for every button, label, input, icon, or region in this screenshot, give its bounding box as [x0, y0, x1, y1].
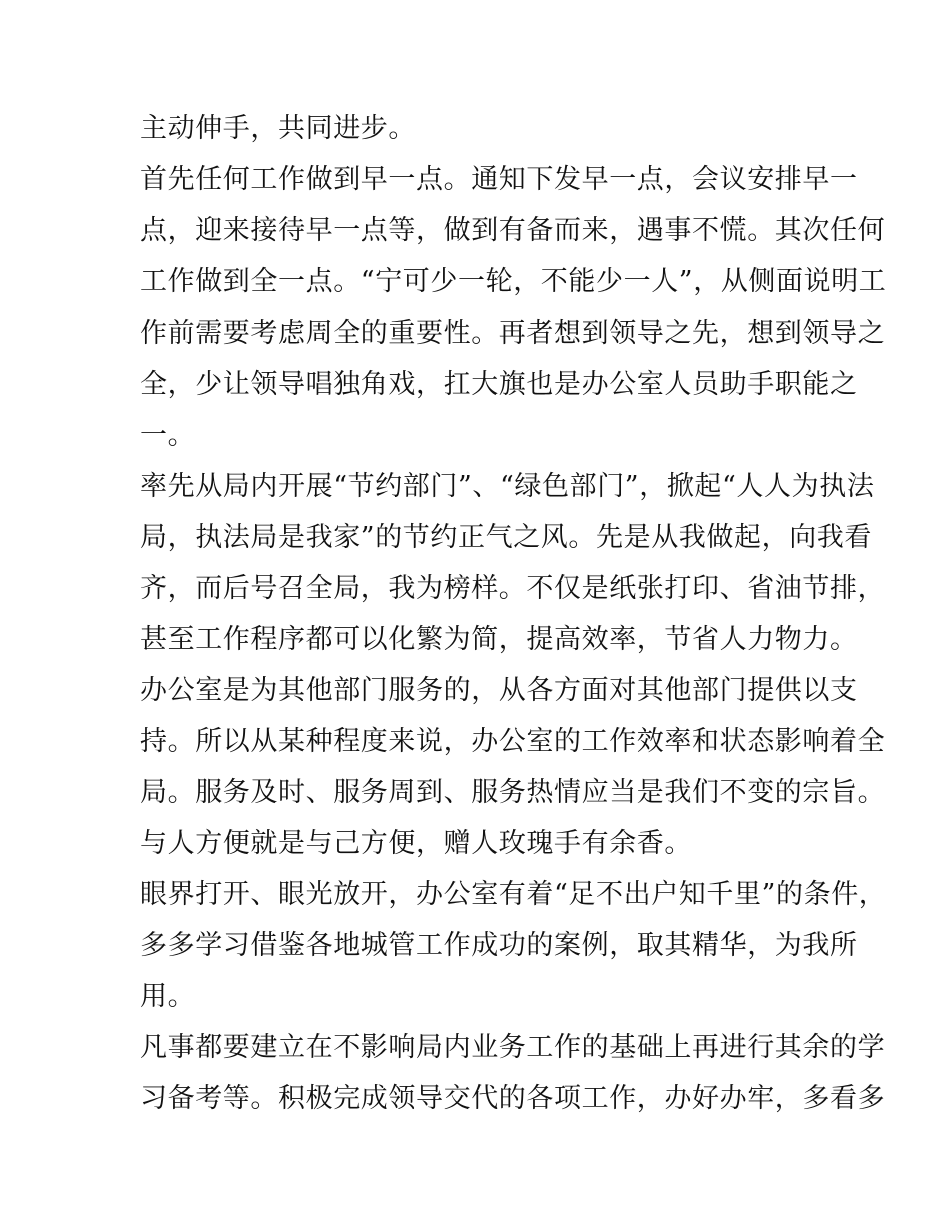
text-line: 工作做到全一点。“宁可少一轮，不能少一人”，从侧面说明工: [140, 266, 887, 297]
text-line: 齐，而后号召全局，我为榜样。不仅是纸张打印、省油节排，: [140, 573, 886, 604]
text-line: 与人方便就是与己方便，赠人玫瑰手有余香。: [140, 828, 692, 859]
text-line: 一。: [140, 420, 196, 451]
text-line: 首先任何工作做到早一点。通知下发早一点，会议安排早一: [140, 164, 858, 195]
text-line: 习备考等。积极完成领导交代的各项工作，办好办牢，多看多: [140, 1083, 886, 1114]
text-line: 局，执法局是我家”的节约正气之风。先是从我做起，向我看: [140, 522, 873, 553]
text-line: 主动伸手，共同进步。: [140, 113, 416, 144]
text-line: 作前需要考虑周全的重要性。再者想到领导之先，想到领导之: [140, 318, 886, 349]
text-line: 凡事都要建立在不影响局内业务工作的基础上再进行其余的学: [140, 1032, 886, 1063]
text-line: 办公室是为其他部门服务的，从各方面对其他部门提供以支: [140, 675, 858, 706]
text-line: 用。: [140, 981, 196, 1012]
text-line: 率先从局内开展“节约部门”、“绿色部门”，掀起“人人为执法: [140, 471, 875, 502]
text-line: 甚至工作程序都可以化繁为简，提高效率，节省人力物力。: [140, 624, 858, 655]
text-line: 持。所以从某种程度来说，办公室的工作效率和状态影响着全: [140, 726, 886, 757]
text-line: 全，少让领导唱独角戏，扛大旗也是办公室人员助手职能之: [140, 369, 858, 400]
text-line: 点，迎来接待早一点等，做到有备而来，遇事不慌。其次任何: [140, 215, 886, 246]
text-line: 多多学习借鉴各地城管工作成功的案例，取其精华，为我所: [140, 930, 858, 961]
text-line: 局。服务及时、服务周到、服务热情应当是我们不变的宗旨。: [140, 777, 886, 808]
text-line: 眼界打开、眼光放开，办公室有着“足不出户知千里”的条件，: [140, 879, 887, 910]
